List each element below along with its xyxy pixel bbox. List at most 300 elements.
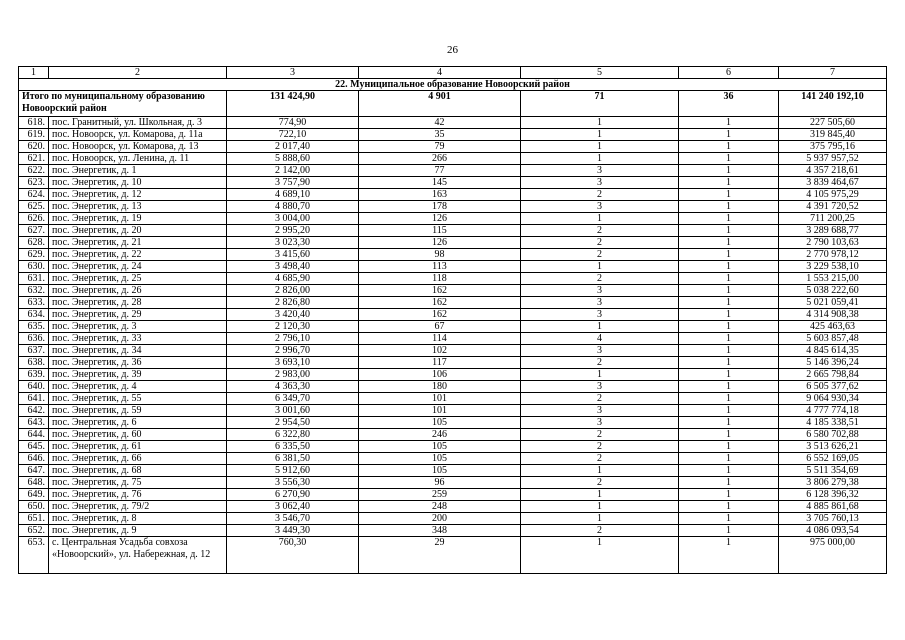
row-cost: 4 086 093,54 bbox=[779, 525, 887, 537]
row-count5: 4 bbox=[521, 333, 679, 345]
row-number: 630. bbox=[19, 261, 49, 273]
row-address: пос. Новоорск, ул. Ленина, д. 11 bbox=[49, 153, 227, 165]
table-row bbox=[19, 501, 887, 513]
row-residents: 259 bbox=[359, 489, 521, 501]
row-residents: 101 bbox=[359, 393, 521, 405]
row-count6: 1 bbox=[679, 513, 779, 525]
row-number: 627. bbox=[19, 225, 49, 237]
row-residents: 118 bbox=[359, 273, 521, 285]
table-row bbox=[19, 369, 887, 381]
row-area: 3 062,40 bbox=[227, 501, 359, 513]
row-residents: 98 bbox=[359, 249, 521, 261]
row-number: 638. bbox=[19, 357, 49, 369]
section-title-row bbox=[19, 79, 887, 91]
row-area: 5 912,60 bbox=[227, 465, 359, 477]
row-number: 619. bbox=[19, 129, 49, 141]
row-residents: 29 bbox=[359, 537, 521, 574]
row-address: пос. Энергетик, д. 3 bbox=[49, 321, 227, 333]
table-row bbox=[19, 237, 887, 249]
row-count5: 2 bbox=[521, 273, 679, 285]
row-count5: 1 bbox=[521, 153, 679, 165]
row-area: 2 826,00 bbox=[227, 285, 359, 297]
row-number: 648. bbox=[19, 477, 49, 489]
row-area: 2 983,00 bbox=[227, 369, 359, 381]
row-count5: 3 bbox=[521, 381, 679, 393]
row-count6: 1 bbox=[679, 141, 779, 153]
row-address: пос. Энергетик, д. 13 bbox=[49, 201, 227, 213]
row-cost: 319 845,40 bbox=[779, 129, 887, 141]
row-count6: 1 bbox=[679, 177, 779, 189]
table-row bbox=[19, 513, 887, 525]
row-address: пос. Энергетик, д. 29 bbox=[49, 309, 227, 321]
table-row bbox=[19, 489, 887, 501]
table-row bbox=[19, 117, 887, 129]
row-address: пос. Энергетик, д. 22 bbox=[49, 249, 227, 261]
row-residents: 145 bbox=[359, 177, 521, 189]
table-row bbox=[19, 321, 887, 333]
row-count5: 1 bbox=[521, 537, 679, 574]
row-area: 2 120,30 bbox=[227, 321, 359, 333]
row-count5: 1 bbox=[521, 321, 679, 333]
row-cost: 5 021 059,41 bbox=[779, 297, 887, 309]
table-row bbox=[19, 525, 887, 537]
row-count5: 3 bbox=[521, 309, 679, 321]
row-address: пос. Энергетик, д. 59 bbox=[49, 405, 227, 417]
column-number: 3 bbox=[227, 67, 359, 79]
row-count6: 1 bbox=[679, 261, 779, 273]
row-residents: 117 bbox=[359, 357, 521, 369]
row-area: 722,10 bbox=[227, 129, 359, 141]
row-residents: 105 bbox=[359, 465, 521, 477]
column-number: 6 bbox=[679, 67, 779, 79]
row-area: 6 381,50 bbox=[227, 453, 359, 465]
row-cost: 4 357 218,61 bbox=[779, 165, 887, 177]
row-count6: 1 bbox=[679, 441, 779, 453]
row-number: 637. bbox=[19, 345, 49, 357]
table-row bbox=[19, 201, 887, 213]
row-number: 644. bbox=[19, 429, 49, 441]
row-cost: 4 105 975,29 bbox=[779, 189, 887, 201]
row-address: пос. Энергетик, д. 36 bbox=[49, 357, 227, 369]
row-count5: 1 bbox=[521, 465, 679, 477]
row-number: 623. bbox=[19, 177, 49, 189]
row-count5: 2 bbox=[521, 525, 679, 537]
row-count5: 3 bbox=[521, 297, 679, 309]
row-address: пос. Энергетик, д. 68 bbox=[49, 465, 227, 477]
row-area: 3 546,70 bbox=[227, 513, 359, 525]
row-address: пос. Энергетик, д. 4 bbox=[49, 381, 227, 393]
column-number: 4 bbox=[359, 67, 521, 79]
total-area: 131 424,90 bbox=[227, 91, 359, 117]
row-number: 643. bbox=[19, 417, 49, 429]
row-residents: 42 bbox=[359, 117, 521, 129]
row-number: 624. bbox=[19, 189, 49, 201]
row-area: 3 415,60 bbox=[227, 249, 359, 261]
row-count6: 1 bbox=[679, 237, 779, 249]
row-number: 621. bbox=[19, 153, 49, 165]
row-number: 646. bbox=[19, 453, 49, 465]
row-count6: 1 bbox=[679, 357, 779, 369]
row-address: с. Центральная Усадьба совхоза «Новоорский», ул. Набережная, д. 12 bbox=[49, 537, 227, 574]
row-cost: 227 505,60 bbox=[779, 117, 887, 129]
row-count6: 1 bbox=[679, 273, 779, 285]
table-row bbox=[19, 165, 887, 177]
row-count6: 1 bbox=[679, 369, 779, 381]
row-address: пос. Энергетик, д. 9 bbox=[49, 525, 227, 537]
row-count5: 1 bbox=[521, 141, 679, 153]
row-address: пос. Энергетик, д. 6 bbox=[49, 417, 227, 429]
row-cost: 3 229 538,10 bbox=[779, 261, 887, 273]
row-address: пос. Энергетик, д. 75 bbox=[49, 477, 227, 489]
row-residents: 162 bbox=[359, 285, 521, 297]
table-row bbox=[19, 225, 887, 237]
row-cost: 3 705 760,13 bbox=[779, 513, 887, 525]
row-count5: 3 bbox=[521, 201, 679, 213]
table-row bbox=[19, 141, 887, 153]
column-number-row bbox=[19, 67, 887, 79]
table-row bbox=[19, 189, 887, 201]
row-area: 4 685,90 bbox=[227, 273, 359, 285]
section-title: 22. Муниципальное образование Новоорский район bbox=[19, 79, 887, 91]
row-residents: 200 bbox=[359, 513, 521, 525]
row-address: пос. Энергетик, д. 8 bbox=[49, 513, 227, 525]
row-count5: 3 bbox=[521, 417, 679, 429]
row-count6: 1 bbox=[679, 153, 779, 165]
row-residents: 126 bbox=[359, 213, 521, 225]
row-cost: 3 289 688,77 bbox=[779, 225, 887, 237]
row-cost: 5 937 957,52 bbox=[779, 153, 887, 165]
row-count5: 2 bbox=[521, 189, 679, 201]
row-number: 639. bbox=[19, 369, 49, 381]
row-area: 2 826,80 bbox=[227, 297, 359, 309]
row-address: пос. Энергетик, д. 1 bbox=[49, 165, 227, 177]
row-cost: 3 839 464,67 bbox=[779, 177, 887, 189]
table-row bbox=[19, 381, 887, 393]
row-residents: 105 bbox=[359, 417, 521, 429]
table-row bbox=[19, 537, 887, 574]
row-count5: 3 bbox=[521, 405, 679, 417]
row-area: 3 693,10 bbox=[227, 357, 359, 369]
row-count6: 1 bbox=[679, 345, 779, 357]
row-residents: 163 bbox=[359, 189, 521, 201]
row-count5: 3 bbox=[521, 165, 679, 177]
row-area: 4 363,30 bbox=[227, 381, 359, 393]
row-count5: 3 bbox=[521, 177, 679, 189]
row-cost: 6 552 169,05 bbox=[779, 453, 887, 465]
row-count5: 1 bbox=[521, 129, 679, 141]
row-area: 2 796,10 bbox=[227, 333, 359, 345]
row-count5: 1 bbox=[521, 513, 679, 525]
table-row bbox=[19, 333, 887, 345]
column-number: 5 bbox=[521, 67, 679, 79]
row-count5: 1 bbox=[521, 489, 679, 501]
register-table bbox=[18, 66, 887, 574]
row-residents: 115 bbox=[359, 225, 521, 237]
row-count5: 1 bbox=[521, 117, 679, 129]
row-count6: 1 bbox=[679, 129, 779, 141]
row-address: пос. Энергетик, д. 60 bbox=[49, 429, 227, 441]
row-cost: 711 200,25 bbox=[779, 213, 887, 225]
row-address: пос. Энергетик, д. 19 bbox=[49, 213, 227, 225]
row-count6: 1 bbox=[679, 297, 779, 309]
row-area: 6 349,70 bbox=[227, 393, 359, 405]
total-cost: 141 240 192,10 bbox=[779, 91, 887, 117]
row-number: 632. bbox=[19, 285, 49, 297]
row-area: 5 888,60 bbox=[227, 153, 359, 165]
row-count6: 1 bbox=[679, 453, 779, 465]
row-count5: 2 bbox=[521, 441, 679, 453]
table-row bbox=[19, 261, 887, 273]
row-cost: 975 000,00 bbox=[779, 537, 887, 574]
table-row bbox=[19, 357, 887, 369]
row-cost: 9 064 930,34 bbox=[779, 393, 887, 405]
row-cost: 375 795,16 bbox=[779, 141, 887, 153]
row-residents: 126 bbox=[359, 237, 521, 249]
row-count6: 1 bbox=[679, 321, 779, 333]
table-row bbox=[19, 405, 887, 417]
row-number: 622. bbox=[19, 165, 49, 177]
row-address: пос. Энергетик, д. 25 bbox=[49, 273, 227, 285]
row-count5: 2 bbox=[521, 237, 679, 249]
row-area: 3 420,40 bbox=[227, 309, 359, 321]
row-residents: 105 bbox=[359, 441, 521, 453]
row-count6: 1 bbox=[679, 477, 779, 489]
row-number: 631. bbox=[19, 273, 49, 285]
row-address: пос. Энергетик, д. 12 bbox=[49, 189, 227, 201]
table-row bbox=[19, 285, 887, 297]
row-cost: 2 665 798,84 bbox=[779, 369, 887, 381]
row-number: 649. bbox=[19, 489, 49, 501]
row-area: 6 335,50 bbox=[227, 441, 359, 453]
row-cost: 5 146 396,24 bbox=[779, 357, 887, 369]
row-address: пос. Энергетик, д. 20 bbox=[49, 225, 227, 237]
table-row bbox=[19, 429, 887, 441]
row-cost: 4 391 720,52 bbox=[779, 201, 887, 213]
row-number: 635. bbox=[19, 321, 49, 333]
row-number: 636. bbox=[19, 333, 49, 345]
row-count6: 1 bbox=[679, 393, 779, 405]
row-residents: 114 bbox=[359, 333, 521, 345]
row-area: 3 001,60 bbox=[227, 405, 359, 417]
row-area: 3 556,30 bbox=[227, 477, 359, 489]
row-number: 620. bbox=[19, 141, 49, 153]
row-area: 4 880,70 bbox=[227, 201, 359, 213]
row-count6: 1 bbox=[679, 201, 779, 213]
row-number: 640. bbox=[19, 381, 49, 393]
row-address: пос. Новоорск, ул. Комарова, д. 13 bbox=[49, 141, 227, 153]
row-address: пос. Энергетик, д. 26 bbox=[49, 285, 227, 297]
table-row bbox=[19, 249, 887, 261]
row-address: пос. Новоорск, ул. Комарова, д. 11а bbox=[49, 129, 227, 141]
total-label: Итого по муниципальному образованию Новоорский район bbox=[19, 91, 227, 117]
row-area: 2 142,00 bbox=[227, 165, 359, 177]
row-residents: 266 bbox=[359, 153, 521, 165]
row-residents: 102 bbox=[359, 345, 521, 357]
row-number: 625. bbox=[19, 201, 49, 213]
row-cost: 6 505 377,62 bbox=[779, 381, 887, 393]
row-residents: 113 bbox=[359, 261, 521, 273]
row-cost: 4 845 614,35 bbox=[779, 345, 887, 357]
row-count5: 3 bbox=[521, 285, 679, 297]
row-residents: 246 bbox=[359, 429, 521, 441]
row-area: 2 995,20 bbox=[227, 225, 359, 237]
row-count6: 1 bbox=[679, 249, 779, 261]
row-residents: 162 bbox=[359, 309, 521, 321]
row-cost: 6 580 702,88 bbox=[779, 429, 887, 441]
row-address: пос. Энергетик, д. 33 bbox=[49, 333, 227, 345]
row-address: пос. Гранитный, ул. Школьная, д. 3 bbox=[49, 117, 227, 129]
table-row bbox=[19, 309, 887, 321]
row-residents: 348 bbox=[359, 525, 521, 537]
row-count6: 1 bbox=[679, 213, 779, 225]
total-row bbox=[19, 91, 887, 117]
row-count6: 1 bbox=[679, 225, 779, 237]
row-count6: 1 bbox=[679, 405, 779, 417]
row-area: 2 017,40 bbox=[227, 141, 359, 153]
row-number: 618. bbox=[19, 117, 49, 129]
row-count6: 1 bbox=[679, 285, 779, 297]
row-count6: 1 bbox=[679, 381, 779, 393]
row-area: 3 498,40 bbox=[227, 261, 359, 273]
row-area: 774,90 bbox=[227, 117, 359, 129]
row-count5: 1 bbox=[521, 261, 679, 273]
row-number: 628. bbox=[19, 237, 49, 249]
row-cost: 4 185 338,51 bbox=[779, 417, 887, 429]
row-number: 641. bbox=[19, 393, 49, 405]
column-number: 2 bbox=[49, 67, 227, 79]
table-row bbox=[19, 297, 887, 309]
row-address: пос. Энергетик, д. 39 bbox=[49, 369, 227, 381]
table-row bbox=[19, 441, 887, 453]
row-count6: 1 bbox=[679, 189, 779, 201]
row-number: 645. bbox=[19, 441, 49, 453]
row-residents: 79 bbox=[359, 141, 521, 153]
row-residents: 77 bbox=[359, 165, 521, 177]
row-cost: 2 770 978,12 bbox=[779, 249, 887, 261]
row-count6: 1 bbox=[679, 501, 779, 513]
row-count5: 2 bbox=[521, 477, 679, 489]
row-count6: 1 bbox=[679, 309, 779, 321]
row-address: пос. Энергетик, д. 61 bbox=[49, 441, 227, 453]
row-number: 652. bbox=[19, 525, 49, 537]
row-address: пос. Энергетик, д. 10 bbox=[49, 177, 227, 189]
row-residents: 105 bbox=[359, 453, 521, 465]
row-area: 2 954,50 bbox=[227, 417, 359, 429]
row-area: 2 996,70 bbox=[227, 345, 359, 357]
table-row bbox=[19, 453, 887, 465]
total-residents: 4 901 bbox=[359, 91, 521, 117]
row-count5: 1 bbox=[521, 369, 679, 381]
row-count5: 2 bbox=[521, 249, 679, 261]
row-count5: 2 bbox=[521, 453, 679, 465]
row-number: 634. bbox=[19, 309, 49, 321]
row-number: 650. bbox=[19, 501, 49, 513]
row-cost: 4 777 774,18 bbox=[779, 405, 887, 417]
row-residents: 67 bbox=[359, 321, 521, 333]
table-row bbox=[19, 153, 887, 165]
row-cost: 5 038 222,60 bbox=[779, 285, 887, 297]
row-address: пос. Энергетик, д. 55 bbox=[49, 393, 227, 405]
row-residents: 96 bbox=[359, 477, 521, 489]
row-count6: 1 bbox=[679, 165, 779, 177]
row-count5: 2 bbox=[521, 393, 679, 405]
row-count5: 3 bbox=[521, 345, 679, 357]
row-cost: 4 314 908,38 bbox=[779, 309, 887, 321]
row-residents: 180 bbox=[359, 381, 521, 393]
row-count6: 1 bbox=[679, 117, 779, 129]
row-count5: 1 bbox=[521, 501, 679, 513]
row-number: 626. bbox=[19, 213, 49, 225]
row-residents: 101 bbox=[359, 405, 521, 417]
table-row bbox=[19, 417, 887, 429]
row-cost: 5 603 857,48 bbox=[779, 333, 887, 345]
row-area: 3 449,30 bbox=[227, 525, 359, 537]
row-number: 633. bbox=[19, 297, 49, 309]
row-count5: 1 bbox=[521, 213, 679, 225]
table-row bbox=[19, 129, 887, 141]
row-count6: 1 bbox=[679, 429, 779, 441]
row-area: 6 322,80 bbox=[227, 429, 359, 441]
row-count5: 2 bbox=[521, 225, 679, 237]
total-count5: 71 bbox=[521, 91, 679, 117]
row-address: пос. Энергетик, д. 66 bbox=[49, 453, 227, 465]
row-residents: 35 bbox=[359, 129, 521, 141]
column-number: 7 bbox=[779, 67, 887, 79]
row-address: пос. Энергетик, д. 24 bbox=[49, 261, 227, 273]
column-number: 1 bbox=[19, 67, 49, 79]
row-count6: 1 bbox=[679, 465, 779, 477]
row-number: 629. bbox=[19, 249, 49, 261]
row-count5: 2 bbox=[521, 357, 679, 369]
row-number: 653. bbox=[19, 537, 49, 574]
row-area: 760,30 bbox=[227, 537, 359, 574]
table-row bbox=[19, 273, 887, 285]
row-count6: 1 bbox=[679, 537, 779, 574]
table-row bbox=[19, 477, 887, 489]
row-address: пос. Энергетик, д. 28 bbox=[49, 297, 227, 309]
row-cost: 6 128 396,32 bbox=[779, 489, 887, 501]
table-row bbox=[19, 393, 887, 405]
row-residents: 106 bbox=[359, 369, 521, 381]
row-residents: 178 bbox=[359, 201, 521, 213]
row-count6: 1 bbox=[679, 417, 779, 429]
row-address: пос. Энергетик, д. 34 bbox=[49, 345, 227, 357]
row-cost: 3 806 279,38 bbox=[779, 477, 887, 489]
row-area: 3 023,30 bbox=[227, 237, 359, 249]
row-cost: 5 511 354,69 bbox=[779, 465, 887, 477]
row-number: 642. bbox=[19, 405, 49, 417]
total-count6: 36 bbox=[679, 91, 779, 117]
row-count6: 1 bbox=[679, 489, 779, 501]
row-cost: 425 463,63 bbox=[779, 321, 887, 333]
row-address: пос. Энергетик, д. 79/2 bbox=[49, 501, 227, 513]
row-cost: 2 790 103,63 bbox=[779, 237, 887, 249]
row-cost: 1 553 215,00 bbox=[779, 273, 887, 285]
table-row bbox=[19, 465, 887, 477]
row-area: 3 004,00 bbox=[227, 213, 359, 225]
page-number: 26 bbox=[447, 44, 458, 56]
row-count6: 1 bbox=[679, 525, 779, 537]
row-cost: 4 885 861,68 bbox=[779, 501, 887, 513]
row-count6: 1 bbox=[679, 333, 779, 345]
row-cost: 3 513 626,21 bbox=[779, 441, 887, 453]
row-area: 6 270,90 bbox=[227, 489, 359, 501]
row-count5: 2 bbox=[521, 429, 679, 441]
row-area: 4 689,10 bbox=[227, 189, 359, 201]
table-row bbox=[19, 177, 887, 189]
row-residents: 248 bbox=[359, 501, 521, 513]
row-residents: 162 bbox=[359, 297, 521, 309]
